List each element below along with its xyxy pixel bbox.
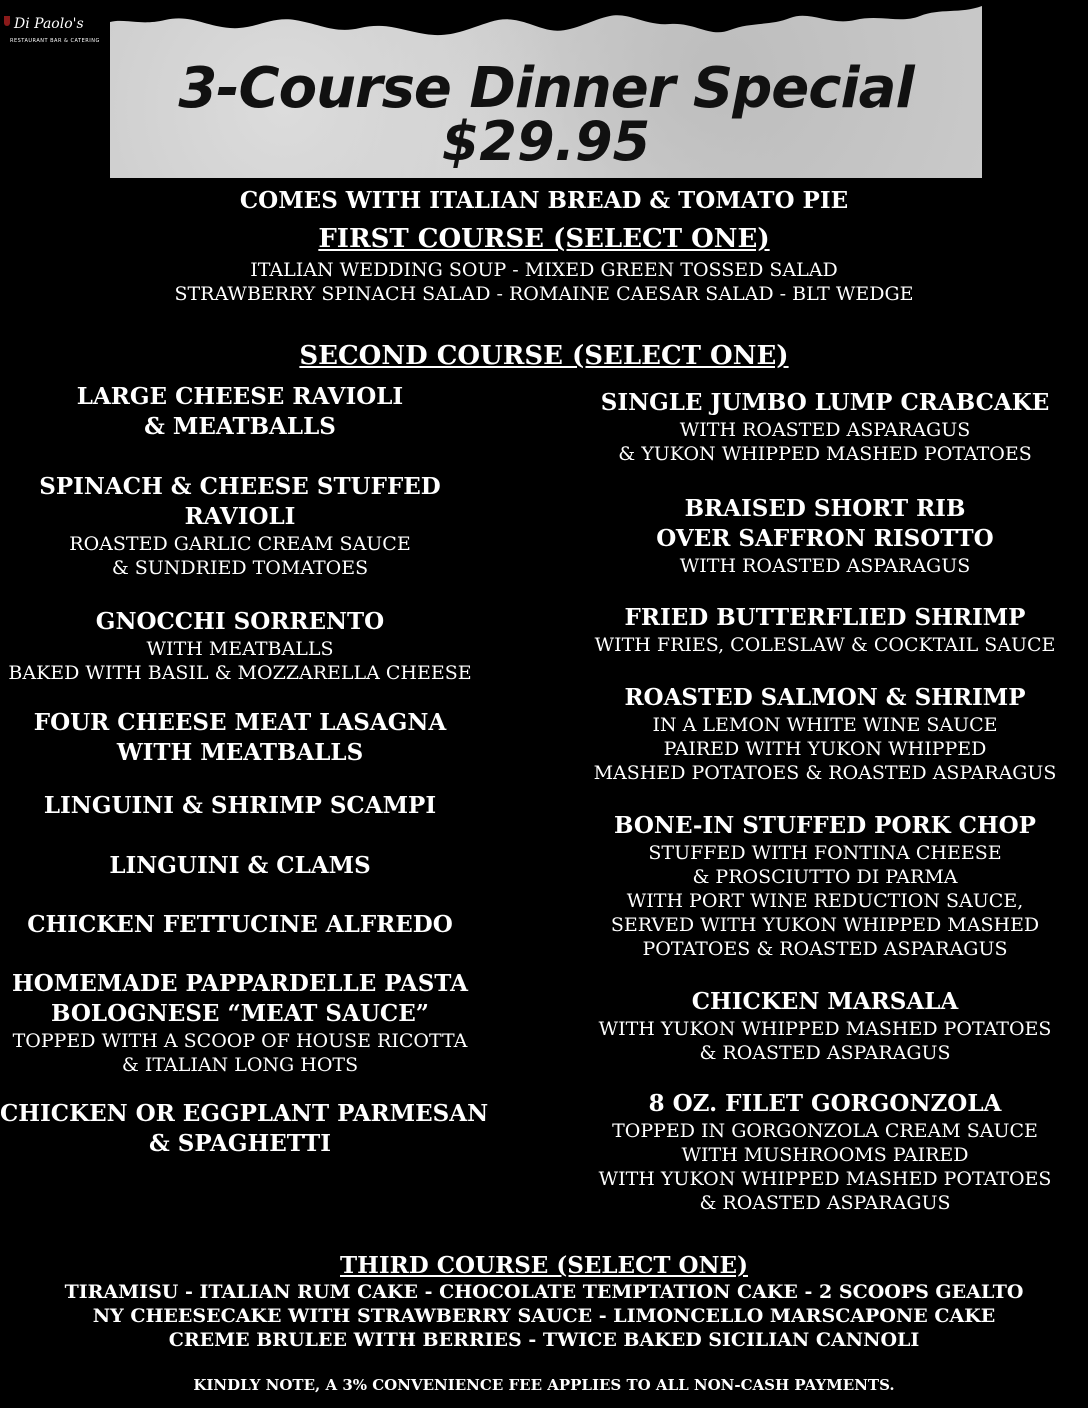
menu-item [0, 708, 480, 768]
logo-subtext: RESTAURANT BAR & CATERING [10, 38, 100, 44]
torn-paper-edge [110, 0, 982, 60]
menu-item-name: ROASTED SALMON & SHRIMP [624, 684, 1026, 711]
menu-item-name: HOMEMADE PAPPARDELLE PASTA [11, 970, 469, 997]
menu-item [585, 494, 1065, 578]
menu-item-name: SPINACH & CHEESE STUFFED [39, 473, 441, 500]
menu-item-description: STUFFED WITH FONTINA CHEESE [648, 842, 1002, 864]
menu-item [585, 1089, 1065, 1215]
menu-item [585, 603, 1065, 657]
footnote: KINDLY NOTE, A 3% CONVENIENCE FEE APPLIES TO ALL NON-CASH PAYMENTS. [193, 1376, 895, 1394]
menu-item [0, 969, 480, 1077]
menu-item-name: & SPAGHETTI [149, 1130, 331, 1157]
menu-item [585, 987, 1065, 1065]
restaurant-logo [2, 12, 102, 48]
menu-item-description: TOPPED IN GORGONZOLA CREAM SAUCE [612, 1120, 1038, 1142]
menu-item-name: BONE-IN STUFFED PORK CHOP [614, 812, 1036, 839]
menu-item [0, 382, 480, 442]
menu-item-name: FRIED BUTTERFLIED SHRIMP [624, 604, 1026, 631]
menu-item-description: & YUKON WHIPPED MASHED POTATOES [618, 443, 1032, 465]
menu-item-description: IN A LEMON WHITE WINE SAUCE [652, 714, 998, 736]
menu-item-name: & MEATBALLS [144, 413, 336, 440]
menu-item-description: MASHED POTATOES & ROASTED ASPARAGUS [593, 762, 1057, 784]
menu-item [585, 811, 1065, 961]
menu-item [0, 472, 480, 580]
menu-item [0, 791, 480, 821]
menu-item-name: RAVIOLI [184, 503, 296, 530]
menu-item-name: LARGE CHEESE RAVIOLI [76, 383, 404, 410]
title-banner [110, 0, 982, 178]
banner-price: $29.95 [441, 110, 651, 173]
menu-item [0, 607, 480, 685]
menu-item-description: & ROASTED ASPARAGUS [699, 1042, 951, 1064]
menu-item-description: & SUNDRIED TOMATOES [111, 557, 369, 579]
menu-item-name: BOLOGNESE “MEAT SAUCE” [51, 1000, 429, 1027]
menu-item-name: CHICKEN MARSALA [691, 988, 959, 1015]
menu-item-name: SINGLE JUMBO LUMP CRABCAKE [600, 389, 1050, 416]
menu-item [585, 388, 1065, 466]
menu-item [0, 910, 480, 940]
third-course-heading: THIRD COURSE (SELECT ONE) [340, 1252, 748, 1279]
menu-item-name: GNOCCHI SORRENTO [95, 608, 385, 635]
menu-item-name: FOUR CHEESE MEAT LASAGNA [33, 709, 447, 736]
menu-item-description: & ROASTED ASPARAGUS [699, 1192, 951, 1214]
menu-item-description: WITH YUKON WHIPPED MASHED POTATOES [598, 1018, 1052, 1040]
intro-line: COMES WITH ITALIAN BREAD & TOMATO PIE [239, 187, 849, 214]
menu-item-name: CHICKEN FETTUCINE ALFREDO [27, 911, 453, 938]
menu-item [585, 683, 1065, 785]
menu-item-description: SERVED WITH YUKON WHIPPED MASHED [610, 914, 1040, 936]
second-course-heading: SECOND COURSE (SELECT ONE) [299, 341, 789, 371]
menu-item-description: WITH FRIES, COLESLAW & COCKTAIL SAUCE [594, 634, 1056, 656]
banner-title: 3-Course Dinner Special [178, 56, 914, 121]
menu-item-description: WITH YUKON WHIPPED MASHED POTATOES [598, 1168, 1052, 1190]
menu-item-name: LINGUINI & CLAMS [109, 852, 371, 879]
first-course-heading: FIRST COURSE (SELECT ONE) [318, 224, 770, 254]
menu-item-name: WITH MEATBALLS [116, 739, 364, 766]
menu-item-name: BRAISED SHORT RIB [684, 495, 966, 522]
menu-item-description: BAKED WITH BASIL & MOZZARELLA CHEESE [8, 662, 472, 684]
menu-item-description: WITH PORT WINE REDUCTION SAUCE, [626, 890, 1024, 912]
menu-item-description: POTATOES & ROASTED ASPARAGUS [642, 938, 1008, 960]
wine-glass-icon [4, 16, 10, 26]
menu-item-name: LINGUINI & SHRIMP SCAMPI [43, 792, 437, 819]
menu-item-description: ROASTED GARLIC CREAM SAUCE [69, 533, 411, 555]
menu-item-description: & PROSCIUTTO DI PARMA [692, 866, 958, 888]
menu-item-description: WITH MEATBALLS [146, 638, 334, 660]
logo-text: Di Paolo's [14, 16, 84, 32]
menu-item-description: PAIRED WITH YUKON WHIPPED [663, 738, 987, 760]
third-course-line: CREME BRULEE WITH BERRIES - TWICE BAKED SICILIAN CANNOLI [168, 1329, 920, 1351]
menu-item-description: WITH ROASTED ASPARAGUS [679, 419, 971, 441]
menu-item-description: & ITALIAN LONG HOTS [121, 1054, 359, 1076]
menu-item-description: TOPPED WITH A SCOOP OF HOUSE RICOTTA [12, 1030, 468, 1052]
menu-item [0, 851, 480, 881]
first-course-line: STRAWBERRY SPINACH SALAD - ROMAINE CAESAR SALAD - BLT WEDGE [174, 283, 914, 305]
menu-item-description: WITH MUSHROOMS PAIRED [681, 1144, 969, 1166]
menu-item-name: 8 OZ. FILET GORGONZOLA [648, 1090, 1002, 1117]
menu-item [0, 1099, 489, 1159]
menu-item-description: WITH ROASTED ASPARAGUS [679, 555, 971, 577]
third-course-line: TIRAMISU - ITALIAN RUM CAKE - CHOCOLATE TEMPTATION CAKE - 2 SCOOPS GEALTO [64, 1281, 1024, 1303]
menu-item-name: OVER SAFFRON RISOTTO [656, 525, 994, 552]
first-course-line: ITALIAN WEDDING SOUP - MIXED GREEN TOSSED SALAD [250, 259, 838, 281]
third-course-line: NY CHEESECAKE WITH STRAWBERRY SAUCE - LIMONCELLO MARSCAPONE CAKE [92, 1305, 996, 1327]
menu-item-name: CHICKEN OR EGGPLANT PARMESAN [0, 1100, 489, 1127]
